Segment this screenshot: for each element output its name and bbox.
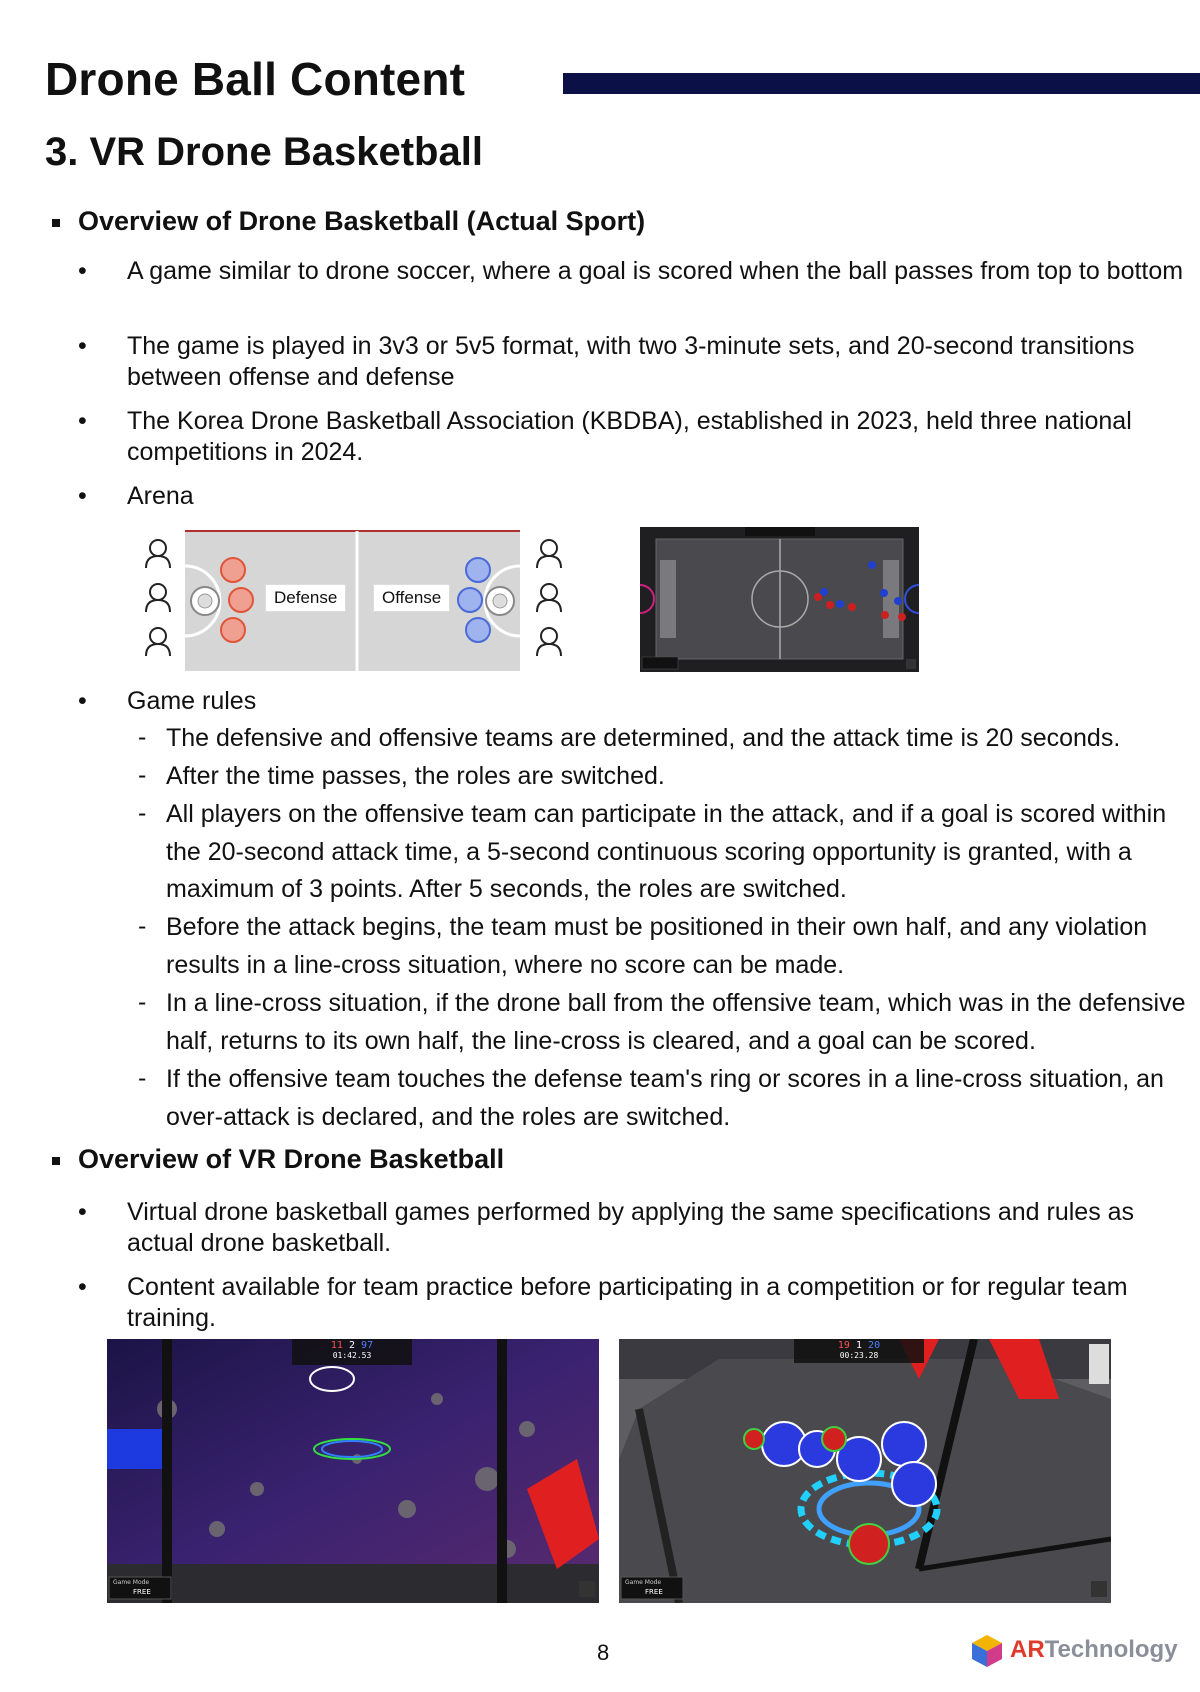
game-timer: 00:23.28: [839, 1351, 879, 1360]
rule-item: All players on the offensive team can participate in the attack, and if a goal is scored within the 20-second attack time, a 5-second continuous scoring opportunity is granted, with a maximum of 3 points. After 5 seconds, the roles are switched.: [166, 800, 1167, 903]
game-mode-value: FREE: [133, 1588, 151, 1596]
bullet-dot: •: [78, 257, 87, 285]
section1-bullet-3: The Korea Drone Basketball Association (KBDBA), established in 2023, held three national competitions in 2024.: [127, 407, 1132, 466]
logo-suffix: Technology: [1044, 1636, 1178, 1663]
rule-dash: -: [138, 723, 147, 751]
rule-item: Before the attack begins, the team must be positioned in their own half, and any violation results in a line-cross situation, where no score can be made.: [166, 913, 1148, 979]
rule-item: In a line-cross situation, if the drone ball from the offensive team, which was in the defensive half, returns to its own half, the line-cross is cleared, and a goal can be scored.: [166, 989, 1186, 1055]
section1-heading: Overview of Drone Basketball (Actual Sport): [78, 206, 646, 236]
rule-dash: -: [138, 799, 147, 827]
score-red: 11: [330, 1340, 343, 1351]
page-number: 8: [597, 1640, 610, 1665]
section2-bullet-2: Content available for team practice before participating in a competition or for regular team training.: [127, 1273, 1128, 1332]
score-blue: 97: [361, 1340, 374, 1351]
round-number: 1: [855, 1340, 863, 1351]
scoreboard: [814, 1340, 904, 1360]
company-logo: [1010, 1636, 1178, 1664]
bullet-dot: •: [78, 1273, 87, 1301]
rule-item: After the time passes, the roles are switched.: [166, 762, 665, 790]
game-timer: 01:42.53: [332, 1351, 372, 1360]
arena-topview-image: [640, 527, 919, 672]
bullet-dot: •: [78, 482, 87, 510]
rule-dash: -: [138, 1064, 147, 1092]
section1-bullet-1: A game similar to drone soccer, where a goal is scored when the ball passes from top to bottom: [127, 257, 1184, 285]
rule-item: The defensive and offensive teams are determined, and the attack time is 20 seconds.: [166, 724, 1121, 752]
defense-label: Defense: [265, 584, 346, 612]
rule-dash: -: [138, 988, 147, 1016]
page-subtitle: 3. VR Drone Basketball: [45, 130, 483, 174]
section-marker: [52, 1157, 60, 1165]
vr-screenshot-space: [107, 1339, 599, 1603]
cube-logo-icon: [970, 1633, 1004, 1669]
section1-bullet-arena: Arena: [127, 482, 194, 510]
logo-prefix: AR: [1010, 1636, 1045, 1663]
game-mode-label: Game Mode: [113, 1579, 150, 1586]
bullet-dot: •: [78, 407, 87, 435]
rule-item: If the offensive team touches the defense team's ring or scores in a line-cross situation, an over-attack is declared, and the roles are switched.: [166, 1065, 1164, 1131]
court-diagram: [135, 526, 570, 672]
game-mode-value: FREE: [645, 1588, 663, 1596]
section-marker: [52, 219, 60, 227]
section2-bullet-1: Virtual drone basketball games performed by applying the same specifications and rules as actual drone basketball.: [127, 1198, 1135, 1257]
rule-dash: -: [138, 912, 147, 940]
vr-screenshot-arena: [619, 1339, 1111, 1603]
offense-label: Offense: [373, 584, 450, 612]
round-number: 2: [348, 1340, 356, 1351]
score-blue: 20: [868, 1340, 881, 1351]
score-red: 19: [837, 1340, 850, 1351]
section1-bullet-2: The game is played in 3v3 or 5v5 format, with two 3-minute sets, and 20-second transitions between offense and defense: [127, 332, 1135, 391]
title-accent-bar: [563, 73, 1200, 94]
bullet-dot: •: [78, 687, 87, 715]
scoreboard: [307, 1340, 397, 1360]
rule-dash: -: [138, 761, 147, 789]
section2-heading: Overview of VR Drone Basketball: [78, 1144, 505, 1174]
bullet-dot: •: [78, 1198, 87, 1226]
game-rules-title: Game rules: [127, 687, 257, 715]
bullet-dot: •: [78, 332, 87, 360]
game-mode-label: Game Mode: [625, 1579, 662, 1586]
page-title: Drone Ball Content: [45, 53, 466, 105]
